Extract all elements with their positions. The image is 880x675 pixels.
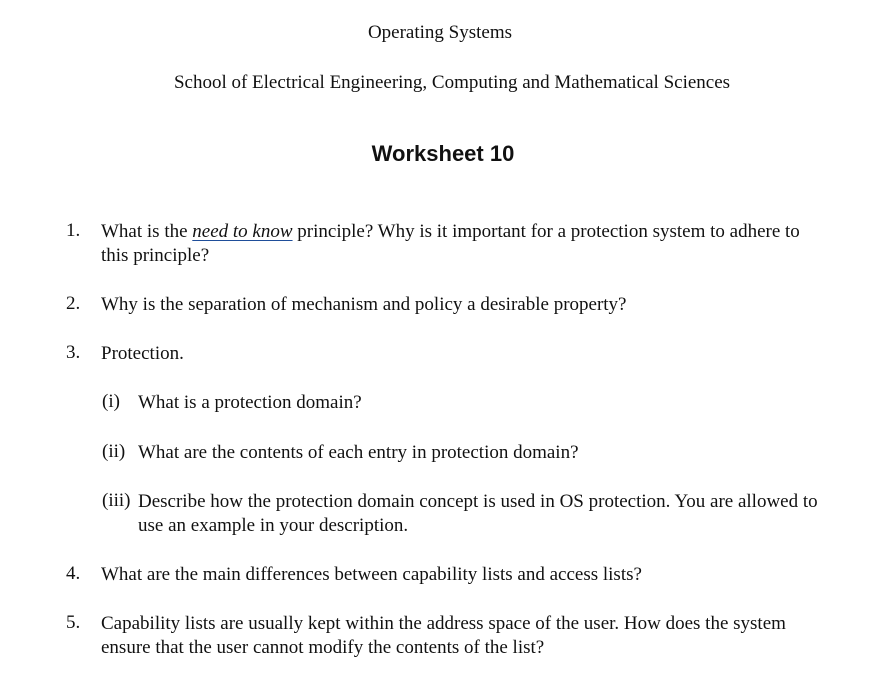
question-number: 2. (66, 293, 81, 314)
question-text: What are the main differences between capability lists and access lists? (101, 564, 642, 585)
question-text: Why is the separation of mechanism and policy a desirable property? (101, 294, 627, 315)
question-number: 4. (66, 563, 81, 584)
subquestion-text: What are the contents of each entry in protection domain? (138, 442, 579, 463)
need-to-know-term: need to know (192, 221, 293, 242)
question-number: 3. (66, 342, 81, 363)
question-text (101, 220, 823, 268)
subquestion-label: (ii) (102, 441, 126, 462)
question-text: Capability lists are usually kept within the address space of the user. How does the system ensure that the user cannot modify the contents of the list? (101, 613, 786, 658)
question-number: 1. (66, 220, 81, 241)
subquestion-text: Describe how the protection domain concept is used in OS protection. You are allowed to use an example in your description. (138, 491, 818, 536)
subquestion-label: (i) (102, 391, 120, 412)
course-title: Operating Systems (367, 22, 513, 43)
question-text-before: What is the (101, 221, 193, 242)
worksheet-title: Worksheet 10 (371, 141, 515, 166)
question-text-after: principle? Why is it important for a protection system to adhere to this principle? (101, 221, 800, 266)
subquestion-label: (iii) (102, 490, 131, 511)
subquestion-text: What is a protection domain? (138, 392, 362, 413)
school-name: School of Electrical Engineering, Computing and Mathematical Sciences (173, 72, 731, 93)
question-number: 5. (66, 612, 81, 633)
question-text: Protection. (101, 343, 184, 364)
